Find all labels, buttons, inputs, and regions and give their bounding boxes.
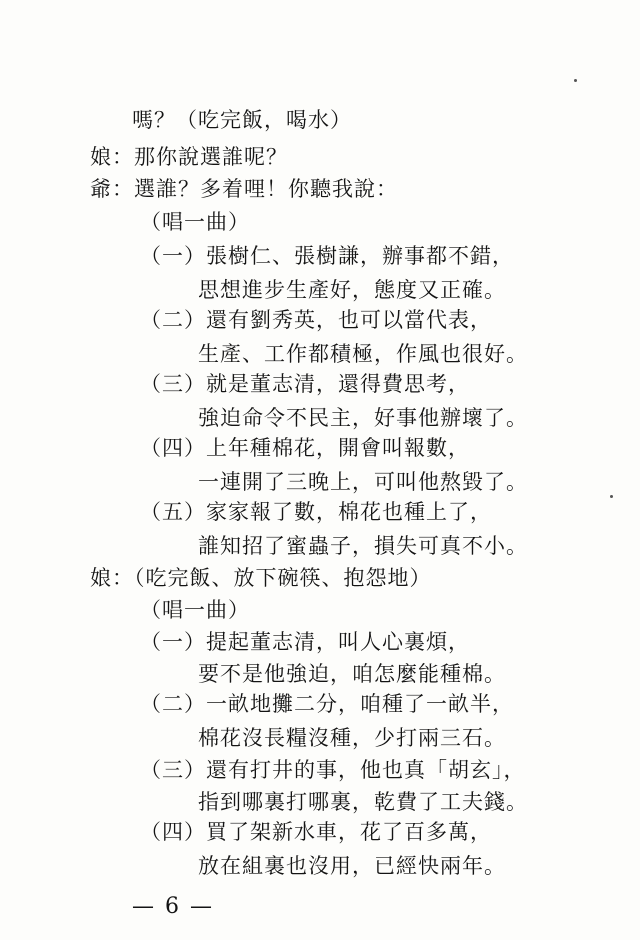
page-number: — 6 —	[132, 894, 214, 919]
verse-line: （四）上年種棉花，開會叫報數，	[140, 436, 470, 460]
verse-line: （五）家家報了數，棉花也種上了，	[140, 500, 492, 524]
verse-line: （三）就是董志清，還得費思考，	[140, 372, 470, 396]
scan-speck	[574, 79, 577, 82]
verse-line: 一連開了三晚上，可叫他熬毀了。	[198, 470, 528, 494]
verse-line: （一）提起董志清，叫人心裏煩，	[140, 630, 470, 654]
verse-line: 思想進步生產好，態度又正確。	[198, 278, 506, 302]
verse-line: 要不是他強迫，咱怎麼能種棉。	[198, 662, 506, 686]
verse-line: （四）買了架新水車，花了百多萬，	[140, 820, 492, 844]
song-heading: （唱一曲）	[140, 598, 250, 622]
song-heading: （唱一曲）	[140, 210, 250, 234]
verse-line: 誰知招了蜜蟲子，損失可真不小。	[198, 534, 528, 558]
verse-line: （二）一畝地攤二分，咱種了一畝半，	[140, 692, 514, 716]
scan-speck	[610, 495, 613, 498]
verse-line: 放在組裏也沒用，已經快兩年。	[198, 854, 506, 878]
dialogue-line: 娘：（吃完飯、放下碗筷、抱怨地）	[90, 566, 432, 590]
verse-line: 棉花沒長糧沒種，少打兩三石。	[198, 726, 506, 750]
verse-line: 生產、工作都積極，作風也很好。	[198, 342, 528, 366]
verse-line: 強迫命令不民主，好事他辦壞了。	[198, 406, 528, 430]
verse-line: （二）還有劉秀英，也可以當代表，	[140, 308, 492, 332]
text-line: 嗎？（吃完飯，喝水）	[132, 108, 352, 132]
verse-line: 指到哪裏打哪裏，乾費了工夫錢。	[198, 790, 528, 814]
dialogue-line: 娘：那你說選誰呢？	[90, 145, 288, 169]
verse-line: （三）還有打井的事，他也真「胡玄」，	[140, 758, 526, 782]
dialogue-line: 爺：選誰？多着哩！你聽我說：	[90, 177, 398, 201]
verse-line: （一）張樹仁、張樹謙，辦事都不錯，	[140, 244, 514, 268]
